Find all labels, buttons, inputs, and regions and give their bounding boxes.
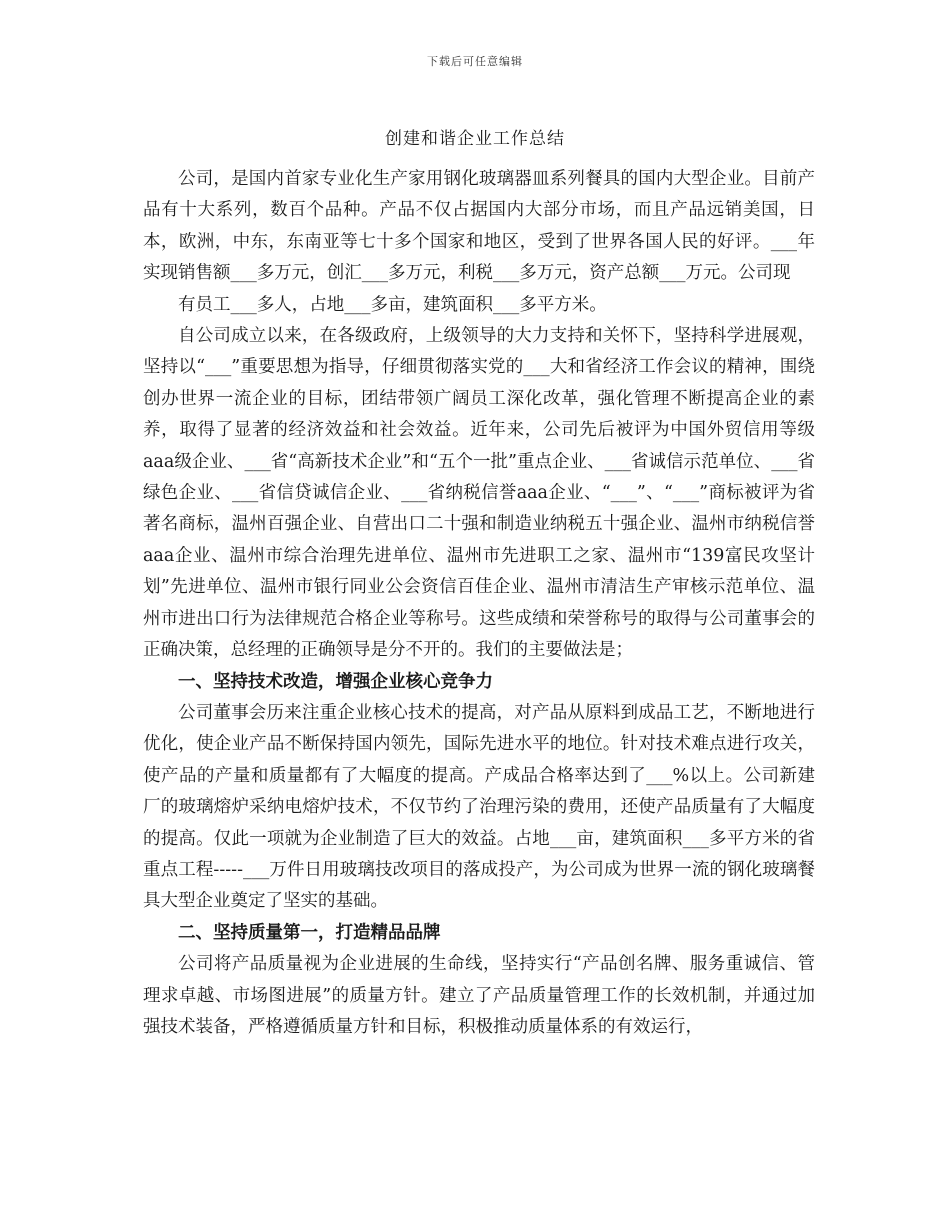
document-body bbox=[143, 164, 815, 1043]
download-note: 下载后可任意编辑 bbox=[427, 55, 523, 68]
section-heading-quality: 二、坚持质量第一，打造精品品牌 bbox=[178, 922, 441, 943]
paragraph-staff-area: 有员工___多人，占地___多亩，建筑面积___多平方米。 bbox=[178, 294, 607, 315]
paragraph-technology: 公司董事会历来注重企业核心技术的提高，对产品从原料到成品工艺，不断地进行优化，使企业产品不断保持国内领先，国际先进水平的地位。针对技术难点进行攻关，使产品的产量和质量都有了大幅度的提高。产成品合格率达到了___%以上。公司新建厂的玻璃熔炉采纳电熔炉技术，不仅节约了治理污染的费用，还使产品质量有了大幅度的提高。仅此一项就为企业制造了巨大的效益。占地___亩，建筑面积___多平方米的省重点工程-----___万件日用玻璃技改项目的落成投产，为公司成为世界一流的钢化玻璃餐具大型企业奠定了坚实的基础。 bbox=[143, 702, 815, 912]
paragraph-achievements: 自公司成立以来，在各级政府，上级领导的大力支持和关怀下，坚持科学进展观，坚持以“___”重要思想为指导，仔细贯彻落实党的___大和省经济工作会议的精神，围绕创办世界一流企业的目标，团结带领广阔员工深化改革，强化管理不断提高企业的素养，取得了显著的经济效益和社会效益。近年来，公司先后被评为中国外贸信用等级aaa级企业、___省“高新技术企业”和“五个一批”重点企业、___省诚信示范单位、___省绿色企业、___省信贷诚信企业、___省纳税信誉aaa企业、“___”、“___”商标被评为省著名商标，温州百强企业、自营出口二十强和制造业纳税五十强企业、温州市纳税信誉aaa企业、温州市综合治理先进单位、温州市先进职工之家、温州市“139富民攻坚计划”先进单位、温州市银行同业公会资信百佳企业、温州市清洁生产审核示范单位、温州市进出口行为法律规范合格企业等称号。这些成绩和荣誉称号的取得与公司董事会的正确决策，总经理的正确领导是分不开的。我们的主要做法是； bbox=[143, 326, 815, 661]
paragraph-quality: 公司将产品质量视为企业进展的生命线，坚持实行“产品创名牌、服务重诚信、管理求卓越、市场图进展”的质量方针。建立了产品质量管理工作的长效机制，并通过加强技术装备，严格遵循质量方针和目标，积极推动质量体系的有效运行， bbox=[143, 954, 815, 1037]
document-title: 创建和谐企业工作总结 bbox=[385, 129, 565, 149]
paragraph-company-intro: 公司，是国内首家专业化生产家用钢化玻璃器皿系列餐具的国内大型企业。目前产品有十大系列，数百个品种。产品不仅占据国内大部分市场，而且产品远销美国，日本，欧洲，中东，东南亚等七十多个国家和地区，受到了世界各国人民的好评。___年实现销售额___多万元，创汇___多万元，利税___多万元，资产总额___万元。公司现 bbox=[143, 169, 815, 284]
section-heading-technology: 一、坚持技术改造，增强企业核心竞争力 bbox=[178, 671, 493, 692]
